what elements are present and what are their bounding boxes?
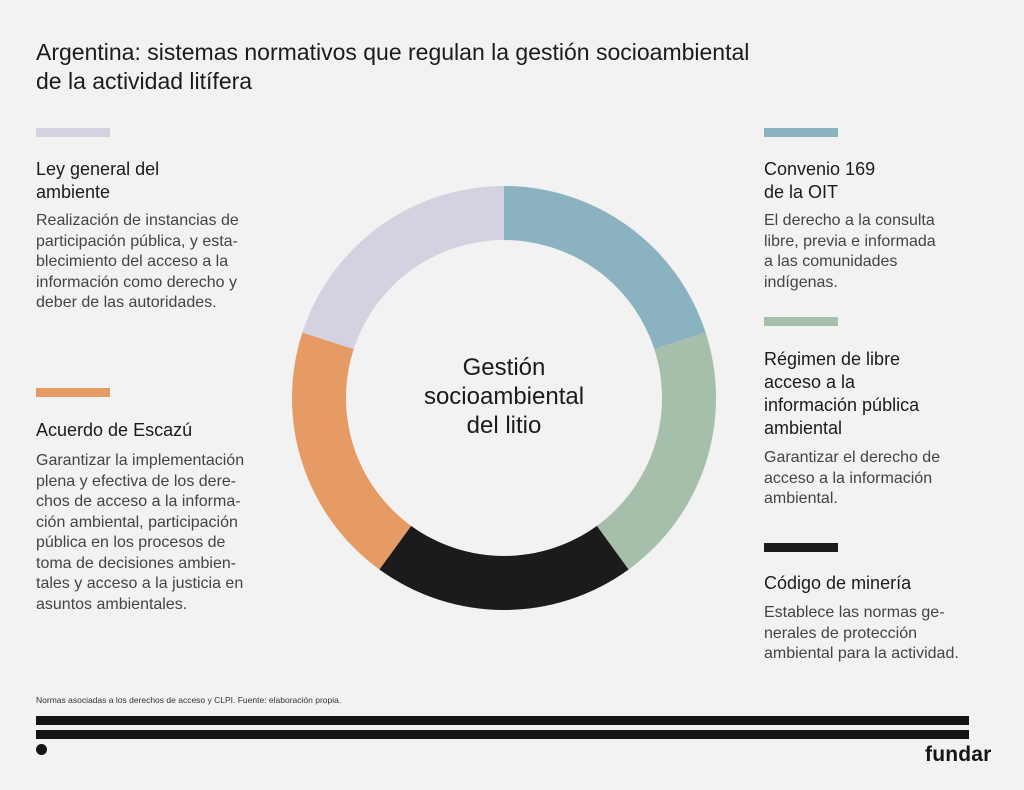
item-desc-line: plena y efectiva de los dere- (36, 472, 237, 490)
legend-swatch-escazu (36, 388, 110, 397)
item-description (764, 603, 994, 665)
source-note: Normas asociadas a los derechos de acceso y CLPI. Fuente: elaboración propia. (36, 695, 342, 705)
legend-swatch-codigo-mineria (764, 543, 838, 552)
item-desc-line: toma de decisiones ambien- (36, 554, 237, 572)
legend-swatch-convenio-169 (764, 128, 838, 137)
legend-swatch-ley-general (36, 128, 110, 137)
item-title-line: acceso a la (764, 372, 856, 392)
fundar-logo: fundar (925, 743, 992, 766)
footer-bar-bottom (36, 730, 969, 739)
donut-segment-convenio-169 (504, 186, 706, 349)
donut-segment-codigo-mineria (379, 526, 628, 610)
center-label-line: socioambiental (423, 383, 585, 410)
item-desc-line: ambiental para la actividad. (764, 645, 959, 662)
item-desc-line: Garantizar la implementación (36, 452, 245, 469)
item-title-line: Acuerdo de Escazú (36, 420, 193, 440)
item-desc-line: acceso a la información (764, 469, 933, 487)
item-description (764, 211, 994, 293)
item-desc-line: nerales de protección (764, 624, 917, 642)
item-description (36, 451, 276, 615)
title-line: Argentina: sistemas normativos que regulan la gestión socioambiental (36, 39, 750, 65)
footer-bar-top (36, 716, 969, 725)
item-desc-line: ción ambiental, participación (36, 513, 238, 531)
item-title-line: de la OIT (764, 182, 839, 202)
item-convenio-169 (764, 128, 994, 293)
item-desc-line: Establece las normas ge- (764, 604, 945, 621)
item-title (36, 419, 276, 442)
item-desc-line: Garantizar el derecho de (764, 449, 941, 466)
item-desc-line: Realización de instancias de (36, 212, 239, 229)
item-desc-line: libre, previa e informada (764, 232, 936, 250)
item-desc-line: indígenas. (764, 273, 838, 291)
item-title (764, 158, 994, 204)
item-escazu (36, 388, 276, 615)
item-title-line: ambiental (764, 418, 843, 438)
item-desc-line: El derecho a la consulta (764, 212, 935, 229)
item-desc-line: asuntos ambientales. (36, 595, 188, 613)
item-title-line: Convenio 169 (764, 159, 876, 179)
item-title-line: Ley general del (36, 159, 160, 179)
item-title (36, 158, 276, 204)
item-desc-line: ambiental. (764, 490, 838, 507)
item-desc-line: información como derecho y (36, 273, 237, 291)
item-desc-line: pública en los procesos de (36, 534, 226, 551)
footer-dot (36, 744, 47, 755)
item-description (764, 448, 994, 510)
item-ley-general (36, 128, 276, 314)
donut-center-label (384, 353, 624, 440)
title-line: de la actividad litífera (36, 68, 253, 94)
donut-segment-ley-general (302, 186, 504, 349)
center-label-line: Gestión (462, 354, 546, 381)
item-title-line: información pública (764, 395, 920, 415)
legend-swatch-regimen (764, 317, 838, 326)
item-title (764, 348, 994, 440)
item-desc-line: a las comunidades (764, 253, 898, 270)
item-description (36, 211, 276, 314)
item-desc-line: deber de las autoridades. (36, 294, 217, 311)
item-regimen-libre-acceso (764, 317, 994, 510)
item-desc-line: blecimiento del acceso a la (36, 253, 229, 270)
page-title (36, 38, 936, 96)
item-title (764, 572, 994, 595)
item-title-line: ambiente (36, 182, 111, 202)
center-label-line: del litio (466, 412, 542, 439)
item-desc-line: participación pública, y esta- (36, 232, 238, 250)
item-title-line: Régimen de libre (764, 349, 901, 369)
item-desc-line: chos de acceso a la informa- (36, 493, 241, 510)
item-title-line: Código de minería (764, 573, 912, 593)
item-codigo-mineria (764, 543, 994, 665)
item-desc-line: tales y acceso a la justicia en (36, 575, 244, 592)
